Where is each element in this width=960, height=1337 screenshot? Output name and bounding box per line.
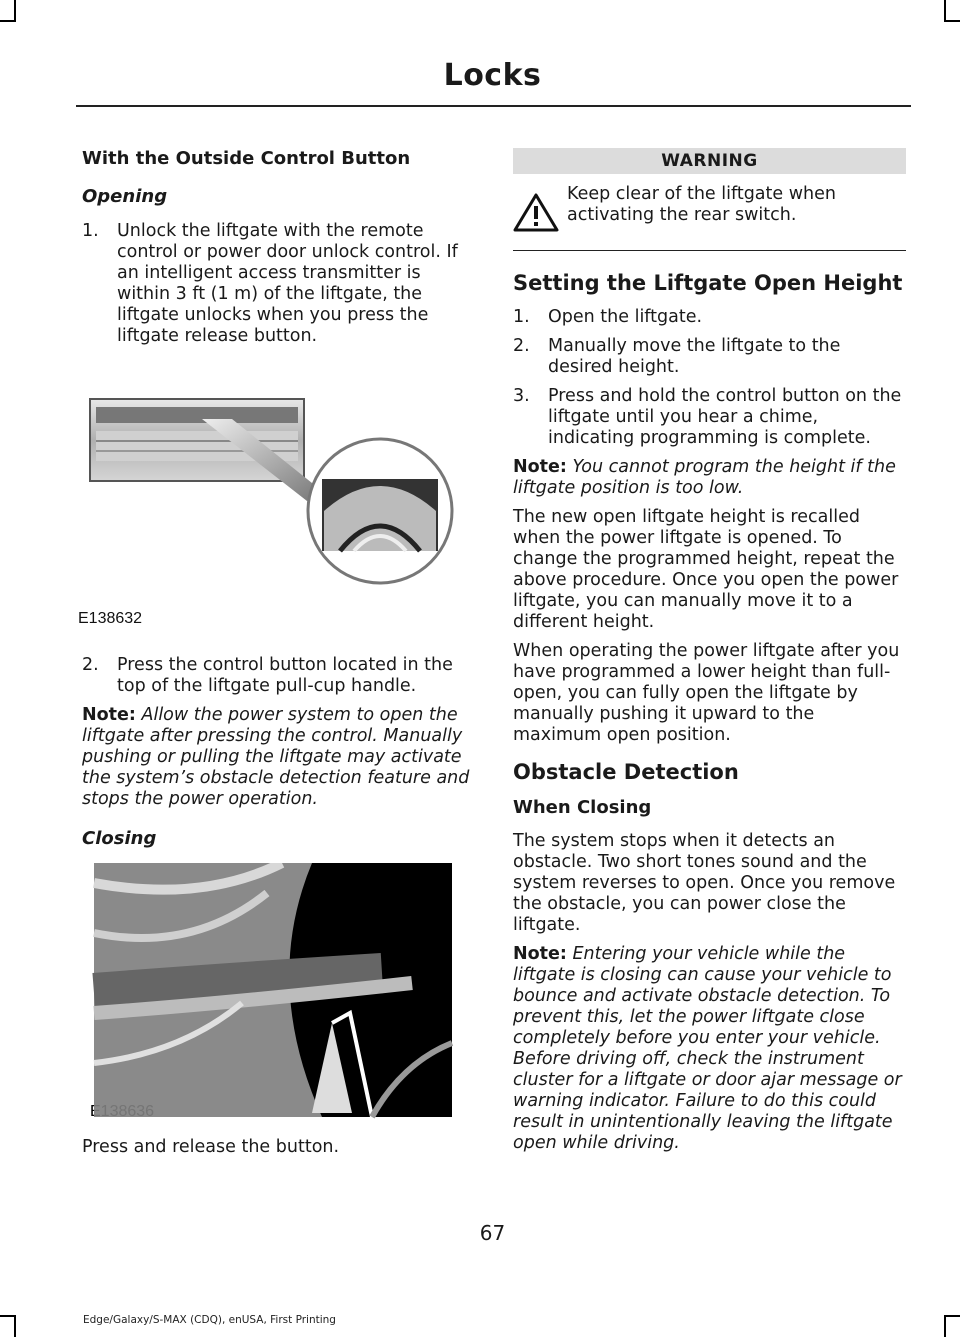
note-text: Entering your vehicle while the liftgate is closing can cause your vehicle to bounce and activate obstacle detection. To prevent this, let the power liftgate close completely before you enter your vehicle. Before driving off, check the instrument cluster for a liftgate or door ajar message or warning indicator. Failure to do this could result in unintentionally leaving the liftgate open while driving.	[513, 944, 902, 1153]
step-text: Press and hold the control button on the liftgate until you hear a chime, indicating programming is complete.	[548, 386, 902, 448]
opening-heading: Opening	[82, 186, 168, 207]
crop-mark	[944, 0, 946, 22]
closing-instruction: Press and release the button.	[82, 1137, 340, 1157]
setting-height-heading: Setting the Liftgate Open Height	[513, 271, 903, 295]
setting-step-3	[513, 386, 906, 449]
step-text: Open the liftgate.	[548, 307, 703, 327]
crop-mark	[14, 1315, 16, 1337]
obstacle-detection-heading: Obstacle Detection	[513, 760, 739, 784]
note-paragraph	[82, 705, 475, 810]
warning-text: Keep clear of the liftgate when activating the rear switch.	[567, 184, 836, 225]
step-number: 1.	[82, 221, 99, 241]
note-text: Allow the power system to open the liftgate after pressing the control. Manually pushing or pulling the liftgate may activate the system’s obstacle detection feature and stops the power operation.	[82, 705, 470, 809]
recall-paragraph: The new open liftgate height is recalled when the power liftgate is opened. To change the programmed height, repeat the above procedure. Once you open the power liftgate, you can manually move it to a different height.	[513, 507, 899, 632]
obstacle-paragraph: The system stops when it detects an obstacle. Two short tones sound and the system reverses to open. Once you remove the obstacle, you can power close the liftgate.	[513, 831, 896, 935]
crop-mark	[14, 0, 16, 22]
note-text: You cannot program the height if the liftgate position is too low.	[513, 457, 896, 498]
crop-mark	[0, 1315, 16, 1317]
step-number: 3.	[513, 386, 530, 406]
step-text: Press the control button located in the top of the liftgate pull-cup handle.	[117, 655, 453, 696]
warning-triangle-icon	[513, 192, 559, 232]
crop-mark	[944, 1315, 960, 1317]
setting-step-1	[513, 307, 906, 328]
note-label: Note:	[513, 944, 567, 964]
step-number: 2.	[513, 336, 530, 356]
note-label: Note:	[513, 457, 567, 477]
note-paragraph	[513, 944, 906, 1154]
outside-control-heading: With the Outside Control Button	[82, 148, 411, 169]
step-text: Unlock the liftgate with the remote control or power door unlock control. If an intelligent access transmitter is within 3 ft (1 m) of the liftgate, the liftgate unlocks when you press the liftgate release button.	[117, 221, 458, 346]
page-number: 67	[479, 1221, 506, 1245]
left-column	[78, 148, 475, 1158]
warning-title: WARNING	[513, 148, 906, 174]
note-paragraph	[513, 457, 906, 499]
liftgate-handle-illustration	[82, 391, 475, 641]
liftgate-button-illustration	[82, 863, 475, 1119]
step-2	[82, 655, 475, 697]
step-text: Manually move the liftgate to the desired height.	[548, 336, 841, 377]
when-closing-heading: When Closing	[513, 797, 652, 818]
header-rule	[76, 105, 911, 107]
crop-mark	[0, 20, 16, 22]
setting-step-2	[513, 336, 906, 378]
step-number: 1.	[513, 307, 530, 327]
note-label: Note:	[82, 705, 136, 725]
figure-liftgate-handle	[78, 391, 475, 641]
step-number: 2.	[82, 655, 99, 675]
lower-height-paragraph: When operating the power liftgate after you have programmed a lower height than full-open, you can fully open the liftgate by manually pushing it upward to the maximum open position.	[513, 641, 900, 745]
step-1	[82, 221, 475, 347]
warning-box	[513, 174, 906, 250]
figure-code: E138632	[78, 610, 143, 627]
figure-code: E138636	[90, 1103, 155, 1120]
right-column	[513, 148, 906, 1154]
crop-mark	[944, 20, 960, 22]
crop-mark	[944, 1315, 946, 1337]
edition-info: Edge/Galaxy/S-MAX (CDQ), enUSA, First Printing	[83, 1314, 336, 1326]
figure-liftgate-button	[82, 863, 475, 1119]
closing-heading: Closing	[82, 828, 157, 849]
page-title: Locks	[443, 58, 542, 93]
